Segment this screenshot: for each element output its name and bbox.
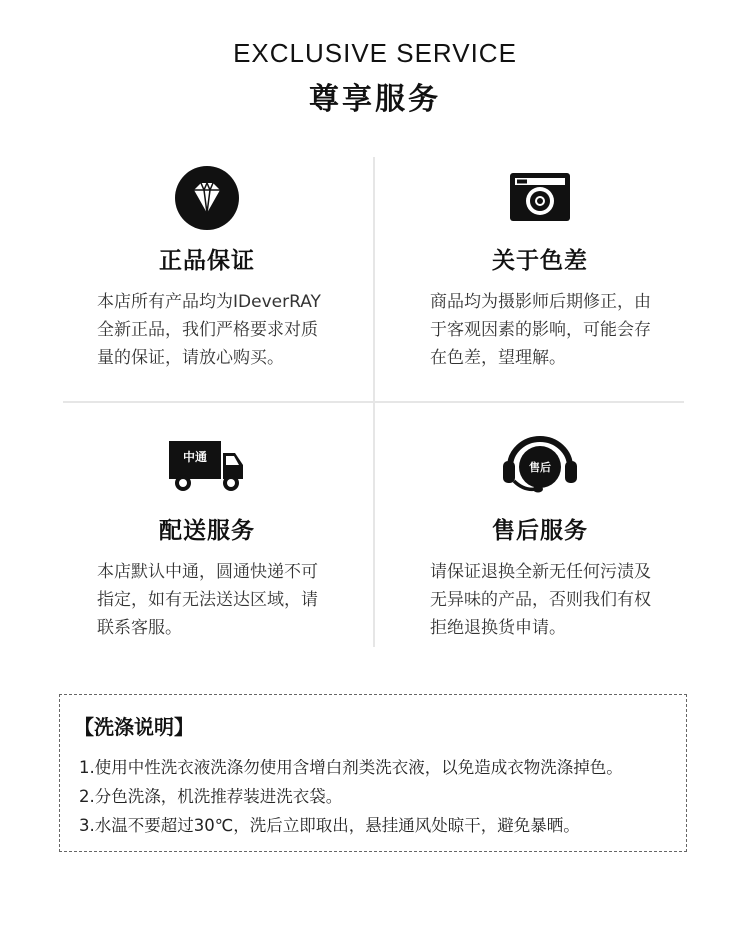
horizontal-divider	[63, 401, 684, 403]
header-chinese-title: 尊享服务	[309, 82, 441, 117]
diamond-icon	[72, 165, 342, 235]
desc-line: 商品均为摄影师后期修正，由	[430, 292, 651, 312]
service-description	[97, 288, 347, 372]
camera-icon	[405, 165, 675, 235]
service-title: 关于色差	[492, 248, 588, 274]
service-title: 售后服务	[492, 518, 588, 544]
desc-line: 量的保证，请放心购买。	[97, 348, 284, 368]
care-instructions-list	[79, 753, 679, 840]
truck-label: 中通	[182, 450, 208, 464]
service-description	[430, 558, 680, 642]
headset-icon	[405, 435, 675, 505]
delivery-truck-icon	[72, 435, 342, 505]
service-description	[430, 288, 680, 372]
headset-label: 售后	[529, 461, 551, 474]
service-title: 配送服务	[159, 518, 255, 544]
care-line: 2.分色洗涤，机洗推荐装进洗衣袋。	[79, 787, 343, 806]
care-title: 【洗涤说明】	[74, 715, 194, 739]
desc-line: 在色差，望理解。	[430, 348, 566, 368]
care-line: 1.使用中性洗衣液洗涤勿使用含增白剂类洗衣液，以免造成衣物洗涤掉色。	[79, 758, 623, 777]
desc-line: 本店所有产品均为IDeverRAY	[97, 292, 321, 312]
desc-line: 请保证退换全新无任何污渍及	[430, 562, 651, 582]
care-instructions-box	[59, 694, 687, 852]
desc-line: 于客观因素的影响，可能会存	[430, 320, 651, 340]
service-description	[97, 558, 347, 642]
desc-line: 无异味的产品，否则我们有权	[430, 590, 651, 610]
header-english-title: EXCLUSIVE SERVICE	[233, 38, 517, 68]
desc-line: 指定，如有无法送达区域，请	[97, 590, 318, 610]
desc-line: 本店默认中通，圆通快递不可	[97, 562, 318, 582]
desc-line: 联系客服。	[97, 618, 182, 638]
service-title: 正品保证	[159, 248, 255, 274]
desc-line: 全新正品，我们严格要求对质	[97, 320, 318, 340]
care-line: 3.水温不要超过30℃，洗后立即取出，悬挂通风处晾干，避免暴晒。	[79, 816, 580, 835]
desc-line: 拒绝退换货申请。	[430, 618, 566, 638]
